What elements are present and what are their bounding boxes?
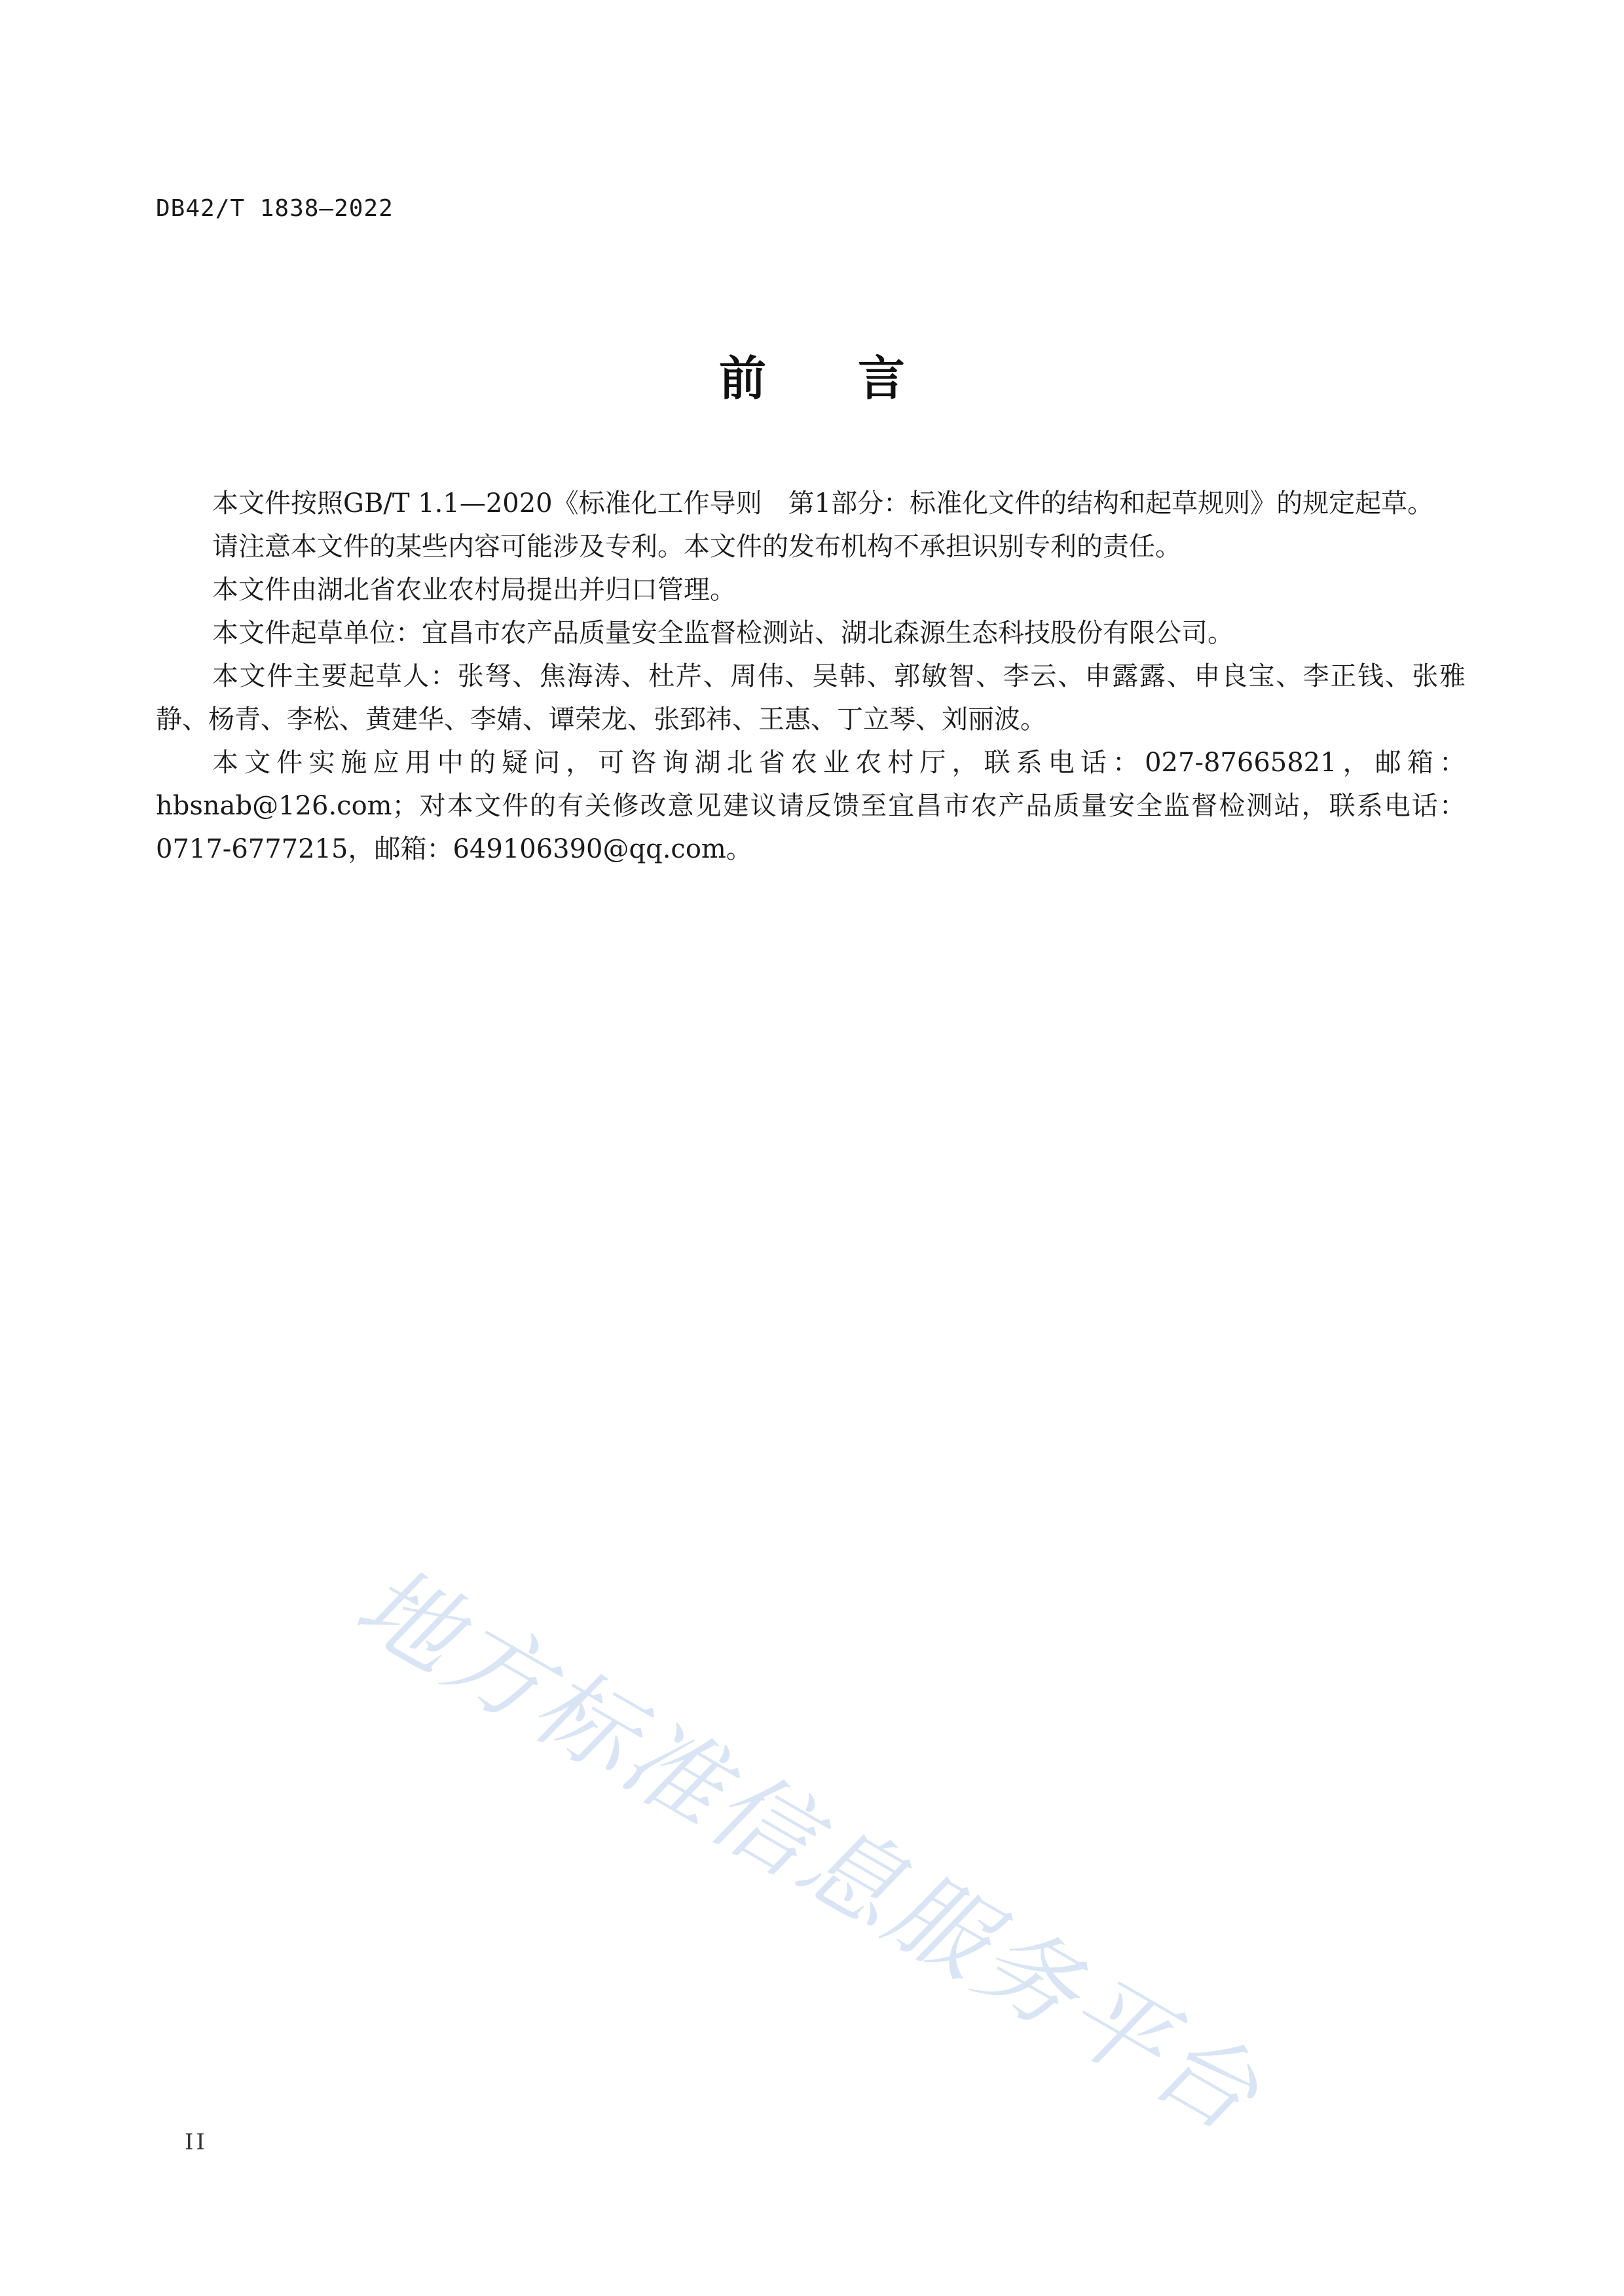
paragraph-patent-notice: 请注意本文件的某些内容可能涉及专利。本文件的发布机构不承担识别专利的责任。 xyxy=(212,532,1181,562)
page-number: II xyxy=(185,2129,208,2155)
paragraph-proposer: 本文件由湖北省农业农村局提出并归口管理。 xyxy=(212,575,736,605)
page-title: 前言 xyxy=(718,351,997,406)
watermark: 地方标准信息服务平台 xyxy=(337,1545,1280,2155)
foreword-body xyxy=(156,482,1466,871)
document-code: DB42/T 1838—2022 xyxy=(156,195,394,222)
paragraph-drafting-units: 本文件起草单位：宜昌市农产品质量安全监督检测站、湖北森源生态科技股份有限公司。 xyxy=(212,618,1234,648)
paragraph-drafting-rules: 本文件按照GB/T 1.1—2020《标准化工作导则 第1部分：标准化文件的结构和起草规则》的规定起草。 xyxy=(212,488,1434,519)
paragraph-drafters: 本文件主要起草人：张弩、焦海涛、杜芹、周伟、吴韩、郭敏智、李云、申露露、申良宝、李正钱、张雅静、杨青、李松、黄建华、李婧、谭荣龙、张郅祎、王惠、丁立琴、刘丽波。 xyxy=(156,661,1466,735)
paragraph-contact-info: 本文件实施应用中的疑问，可咨询湖北省农业农村厅，联系电话：027-87665821，邮箱：hbsnab@126.com；对本文件的有关修改意见建议请反馈至宜昌市农产品质量安全监督检测站，联系电话：0717-6777215，邮箱：649106390@qq.com。 xyxy=(156,748,1466,864)
